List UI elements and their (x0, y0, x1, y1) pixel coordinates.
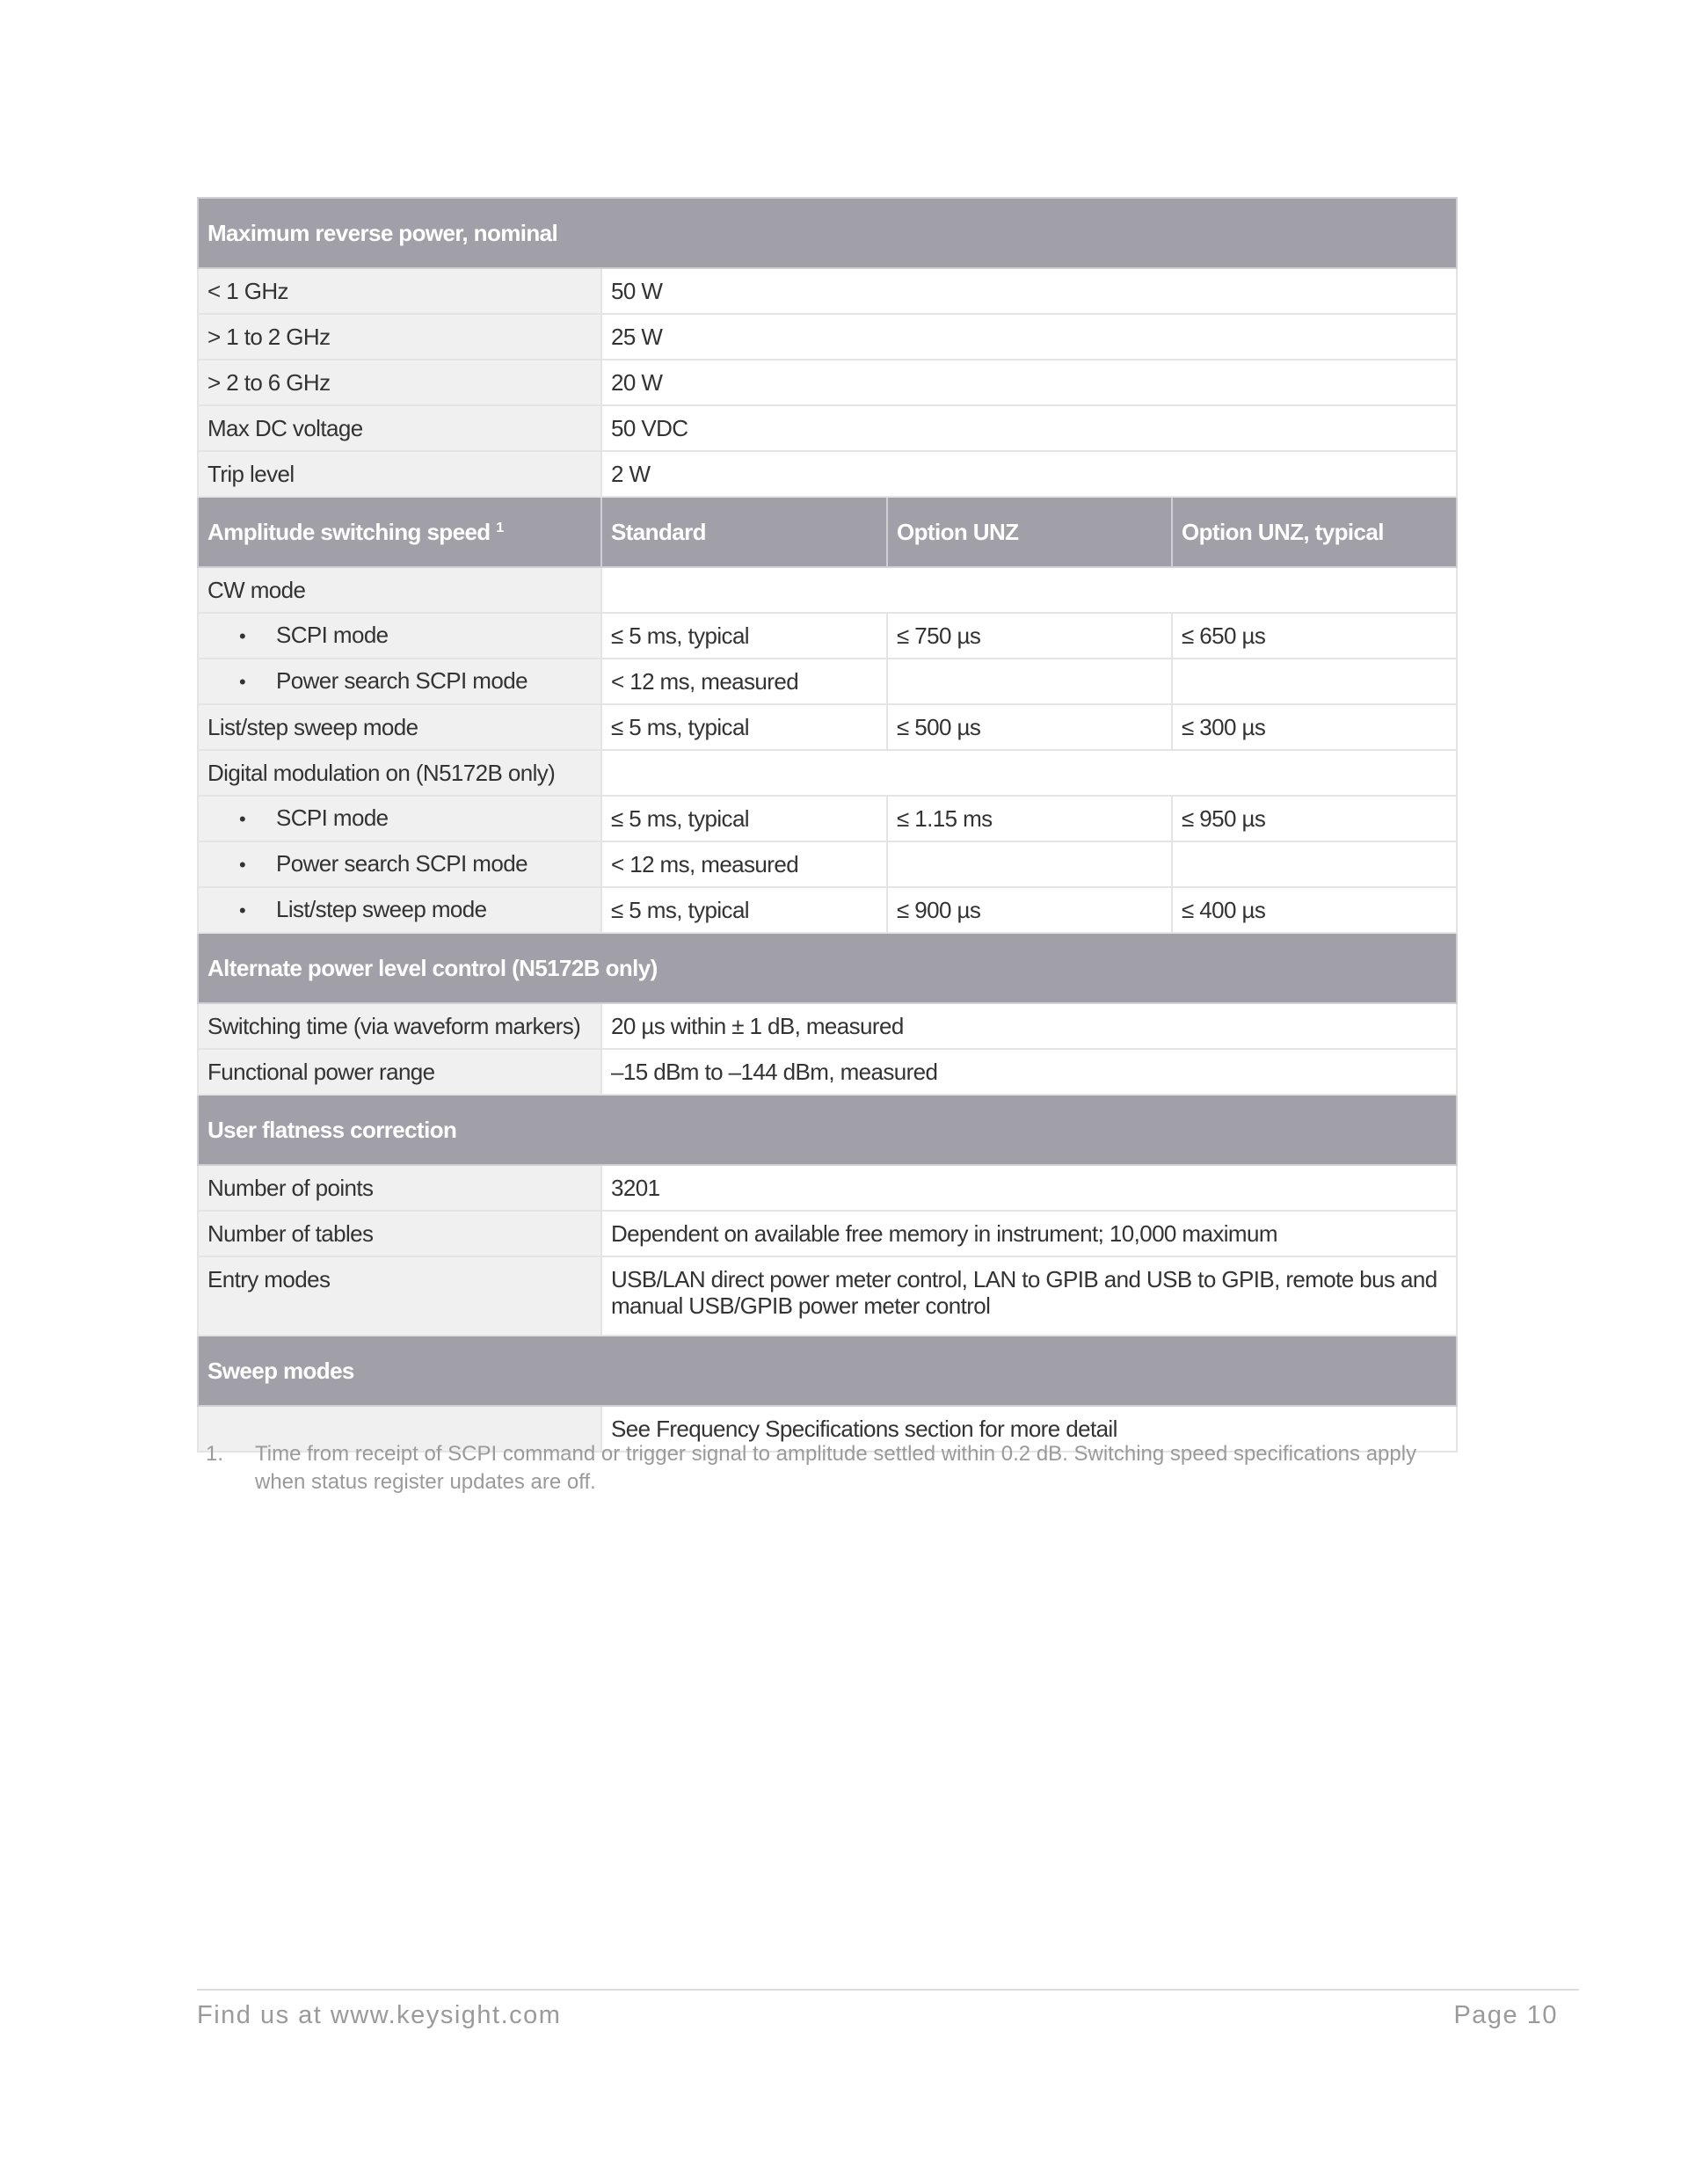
bullet-icon: • (239, 899, 246, 921)
section-header (198, 1095, 1457, 1165)
row-label: > 1 to 2 GHz (198, 314, 601, 360)
table-row (198, 567, 1457, 613)
row-label: List/step sweep mode (198, 704, 601, 750)
column-header-option-unz: Option UNZ (887, 497, 1172, 567)
value-standard: ≤ 5 ms, typical (601, 887, 887, 933)
row-value-empty (601, 750, 1457, 796)
table-row (198, 314, 1457, 360)
table-row (198, 750, 1457, 796)
value-option-unz: ≤ 750 µs (887, 613, 1172, 659)
row-label: CW mode (198, 567, 601, 613)
row-label: Number of points (198, 1165, 601, 1211)
row-value: 50 W (601, 268, 1457, 314)
section-header (198, 933, 1457, 1003)
table-row (198, 887, 1457, 933)
section-title: Maximum reverse power, nominal (198, 198, 1457, 268)
value-standard: ≤ 5 ms, typical (601, 613, 887, 659)
section-header (198, 497, 1457, 567)
row-value: 2 W (601, 451, 1457, 497)
section-title: Sweep modes (198, 1336, 1457, 1406)
bullet-icon: • (239, 671, 246, 693)
value-standard: ≤ 5 ms, typical (601, 796, 887, 841)
row-label: > 2 to 6 GHz (198, 360, 601, 405)
column-header-option-unz-typical: Option UNZ, typical (1172, 497, 1457, 567)
value-standard: < 12 ms, measured (601, 659, 887, 704)
row-label: Number of tables (198, 1211, 601, 1256)
row-label (198, 841, 601, 887)
table-row (198, 704, 1457, 750)
row-label-text: List/step sweep mode (276, 896, 487, 922)
table-row (198, 268, 1457, 314)
value-standard: < 12 ms, measured (601, 841, 887, 887)
value-option-unz: ≤ 1.15 ms (887, 796, 1172, 841)
value-option-unz (887, 659, 1172, 704)
section-title-text: Amplitude switching speed (207, 519, 491, 545)
footnote-ref: 1 (496, 521, 504, 535)
table-row (198, 451, 1457, 497)
table-row (198, 796, 1457, 841)
page-number: Page 10 (1453, 2001, 1558, 2029)
row-value: 20 µs within ± 1 dB, measured (601, 1003, 1457, 1049)
row-label-text: SCPI mode (276, 804, 389, 831)
row-label (198, 887, 601, 933)
row-value: 3201 (601, 1165, 1457, 1211)
bullet-icon: • (239, 625, 246, 647)
row-label (198, 613, 601, 659)
column-header-standard: Standard (601, 497, 887, 567)
row-label: Functional power range (198, 1049, 601, 1095)
table-row (198, 659, 1457, 704)
footer-website: Find us at www.keysight.com (197, 2001, 562, 2029)
row-value: See Frequency Specifications section for more detail (601, 1406, 1457, 1452)
row-value: Dependent on available free memory in instrument; 10,000 maximum (601, 1211, 1457, 1256)
value-option-unz-typical: ≤ 300 µs (1172, 704, 1457, 750)
table-row (198, 841, 1457, 887)
row-label-text: Power search SCPI mode (276, 667, 528, 694)
section-title: User flatness correction (198, 1095, 1457, 1165)
footnote (206, 1440, 1463, 1496)
section-title (198, 497, 601, 567)
row-value: 50 VDC (601, 405, 1457, 451)
row-value: USB/LAN direct power meter control, LAN to GPIB and USB to GPIB, remote bus and manual USB/GPIB power meter control (601, 1256, 1457, 1336)
table-row (198, 1165, 1457, 1211)
value-option-unz (887, 841, 1172, 887)
section-header (198, 1336, 1457, 1406)
row-label: Entry modes (198, 1256, 601, 1336)
row-value: 25 W (601, 314, 1457, 360)
footer-divider (197, 1989, 1579, 1991)
value-standard: ≤ 5 ms, typical (601, 704, 887, 750)
row-value: –15 dBm to –144 dBm, measured (601, 1049, 1457, 1095)
table-row (198, 1211, 1457, 1256)
table-row (198, 1256, 1457, 1336)
row-label: Switching time (via waveform markers) (198, 1003, 601, 1049)
table-row (198, 405, 1457, 451)
spec-table (197, 197, 1458, 1452)
table-row (198, 1049, 1457, 1095)
value-option-unz-typical: ≤ 950 µs (1172, 796, 1457, 841)
section-title: Alternate power level control (N5172B only) (198, 933, 1457, 1003)
value-option-unz-typical (1172, 841, 1457, 887)
value-option-unz: ≤ 900 µs (887, 887, 1172, 933)
value-option-unz-typical: ≤ 650 µs (1172, 613, 1457, 659)
row-label: Max DC voltage (198, 405, 601, 451)
table-row (198, 360, 1457, 405)
row-value: 20 W (601, 360, 1457, 405)
value-option-unz-typical: ≤ 400 µs (1172, 887, 1457, 933)
value-option-unz-typical (1172, 659, 1457, 704)
section-header (198, 198, 1457, 268)
row-label (198, 659, 601, 704)
table-row (198, 613, 1457, 659)
bullet-icon: • (239, 808, 246, 830)
row-label: Trip level (198, 451, 601, 497)
footnote-text: Time from receipt of SCPI command or trigger signal to amplitude settled within 0.2 dB. Switching speed specifications apply when status register updates are off. (255, 1442, 1417, 1494)
row-label: < 1 GHz (198, 268, 601, 314)
footnote-number: 1. (206, 1442, 224, 1466)
row-label-text: SCPI mode (276, 622, 389, 648)
row-label: Digital modulation on (N5172B only) (198, 750, 601, 796)
row-label (198, 796, 601, 841)
row-value-empty (601, 567, 1457, 613)
bullet-icon: • (239, 854, 246, 876)
table-row (198, 1003, 1457, 1049)
row-label-text: Power search SCPI mode (276, 850, 528, 877)
value-option-unz: ≤ 500 µs (887, 704, 1172, 750)
